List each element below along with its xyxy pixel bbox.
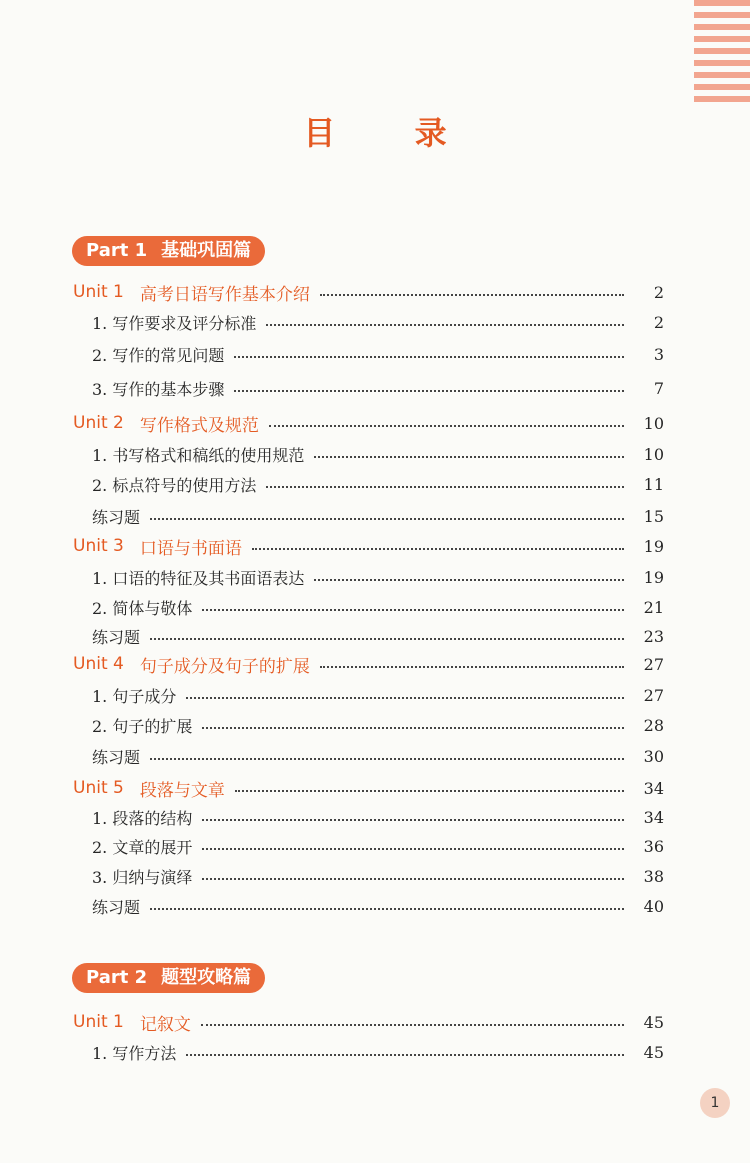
entry-title: 1. 书写格式和稿纸的使用规范 — [92, 445, 305, 465]
entry-title: 1. 口语的特征及其书面语表达 — [92, 568, 305, 588]
toc-section-entry — [0, 621, 750, 651]
entry-title: 口语与书面语 — [139, 538, 242, 559]
unit-label: Unit 2 — [73, 413, 124, 433]
dot-leader — [235, 790, 624, 792]
entry-page-number: 34 — [643, 807, 664, 827]
entry-title: 2. 句子的扩展 — [92, 716, 193, 736]
entry-page-number: 45 — [643, 1042, 664, 1062]
toc-section-entry — [0, 802, 750, 832]
dot-leader — [202, 848, 624, 850]
entry-title: 1. 写作要求及评分标准 — [92, 313, 257, 333]
toc-section-entry — [0, 592, 750, 622]
toc-section-entry — [0, 373, 750, 403]
entry-page-number: 10 — [643, 413, 664, 433]
toc-unit-entry — [0, 277, 750, 307]
part-label: 题型攻略篇 — [161, 967, 252, 988]
toc-section-entry — [0, 741, 750, 771]
dot-leader — [320, 294, 624, 296]
entry-title: 3. 归纳与演绎 — [92, 867, 193, 887]
entry-page-number: 10 — [643, 444, 664, 464]
dot-leader — [320, 666, 624, 668]
dot-leader — [234, 356, 624, 358]
entry-page-number: 27 — [643, 685, 664, 705]
entry-page-number: 7 — [653, 378, 664, 398]
entry-title: 2. 标点符号的使用方法 — [92, 475, 257, 495]
part-1-badge — [72, 236, 265, 266]
entry-title: 1. 段落的结构 — [92, 808, 193, 828]
part-label: 基础巩固篇 — [161, 240, 252, 261]
dot-leader — [186, 697, 624, 699]
dot-leader — [234, 390, 624, 392]
entry-page-number: 23 — [643, 626, 664, 646]
entry-page-number: 19 — [643, 536, 664, 556]
toc-unit-entry — [0, 531, 750, 561]
entry-page-number: 40 — [643, 896, 664, 916]
toc-unit-entry — [0, 408, 750, 438]
entry-page-number: 36 — [643, 836, 664, 856]
dot-leader — [186, 1054, 624, 1056]
unit-label: Unit 4 — [73, 654, 124, 674]
dot-leader — [314, 456, 624, 458]
toc-unit-entry — [0, 649, 750, 679]
part-number: Part 1 — [86, 240, 148, 261]
entry-page-number: 34 — [643, 778, 664, 798]
toc-section-entry — [0, 339, 750, 369]
dot-leader — [266, 486, 624, 488]
toc-unit-entry — [0, 1007, 750, 1037]
dot-leader — [202, 819, 624, 821]
entry-title: 2. 写作的常见问题 — [92, 345, 225, 365]
entry-page-number: 3 — [653, 344, 664, 364]
toc-section-entry — [0, 710, 750, 740]
page-title: 目 录 — [303, 114, 481, 152]
toc-section-entry — [0, 680, 750, 710]
entry-page-number: 2 — [653, 282, 664, 302]
dot-leader — [150, 758, 624, 760]
dot-leader — [202, 609, 624, 611]
entry-title: 练习题 — [92, 747, 141, 767]
entry-title: 练习题 — [92, 507, 141, 527]
entry-page-number: 30 — [643, 746, 664, 766]
dot-leader — [150, 908, 624, 910]
entry-title: 3. 写作的基本步骤 — [92, 379, 225, 399]
unit-label: Unit 1 — [73, 1012, 124, 1032]
entry-title: 句子成分及句子的扩展 — [139, 656, 310, 677]
dot-leader — [201, 1024, 624, 1026]
entry-page-number: 15 — [643, 506, 664, 526]
entry-page-number: 28 — [643, 715, 664, 735]
part-number: Part 2 — [86, 967, 148, 988]
entry-title: 记叙文 — [139, 1014, 191, 1035]
entry-title: 段落与文章 — [139, 780, 225, 801]
toc-section-entry — [0, 861, 750, 891]
corner-stripes-decoration — [694, 0, 750, 112]
entry-title: 练习题 — [92, 627, 141, 647]
toc-section-entry — [0, 891, 750, 921]
entry-title: 高考日语写作基本介绍 — [139, 284, 310, 305]
toc-section-entry — [0, 562, 750, 592]
entry-page-number: 27 — [643, 654, 664, 674]
page-number-badge: 1 — [700, 1088, 730, 1118]
dot-leader — [150, 638, 624, 640]
entry-title: 2. 文章的展开 — [92, 837, 193, 857]
unit-label: Unit 3 — [73, 536, 124, 556]
entry-page-number: 19 — [643, 567, 664, 587]
toc-section-entry — [0, 439, 750, 469]
entry-page-number: 38 — [643, 866, 664, 886]
unit-label: Unit 5 — [73, 778, 124, 798]
toc-section-entry — [0, 469, 750, 499]
toc-section-entry — [0, 501, 750, 531]
unit-label: Unit 1 — [73, 282, 124, 302]
toc-section-entry — [0, 1037, 750, 1067]
entry-page-number: 11 — [643, 474, 664, 494]
toc-unit-entry — [0, 773, 750, 803]
entry-title: 写作格式及规范 — [139, 415, 259, 436]
entry-page-number: 45 — [643, 1012, 664, 1032]
dot-leader — [202, 878, 624, 880]
toc-section-entry — [0, 307, 750, 337]
dot-leader — [269, 425, 624, 427]
entry-page-number: 2 — [653, 312, 664, 332]
dot-leader — [202, 727, 624, 729]
entry-title: 1. 句子成分 — [92, 686, 177, 706]
dot-leader — [266, 324, 624, 326]
part-2-badge — [72, 963, 265, 993]
entry-title: 1. 写作方法 — [92, 1043, 177, 1063]
entry-title: 练习题 — [92, 897, 141, 917]
dot-leader — [150, 518, 624, 520]
dot-leader — [252, 548, 624, 550]
entry-title: 2. 简体与敬体 — [92, 598, 193, 618]
dot-leader — [314, 579, 624, 581]
entry-page-number: 21 — [643, 597, 664, 617]
toc-section-entry — [0, 831, 750, 861]
